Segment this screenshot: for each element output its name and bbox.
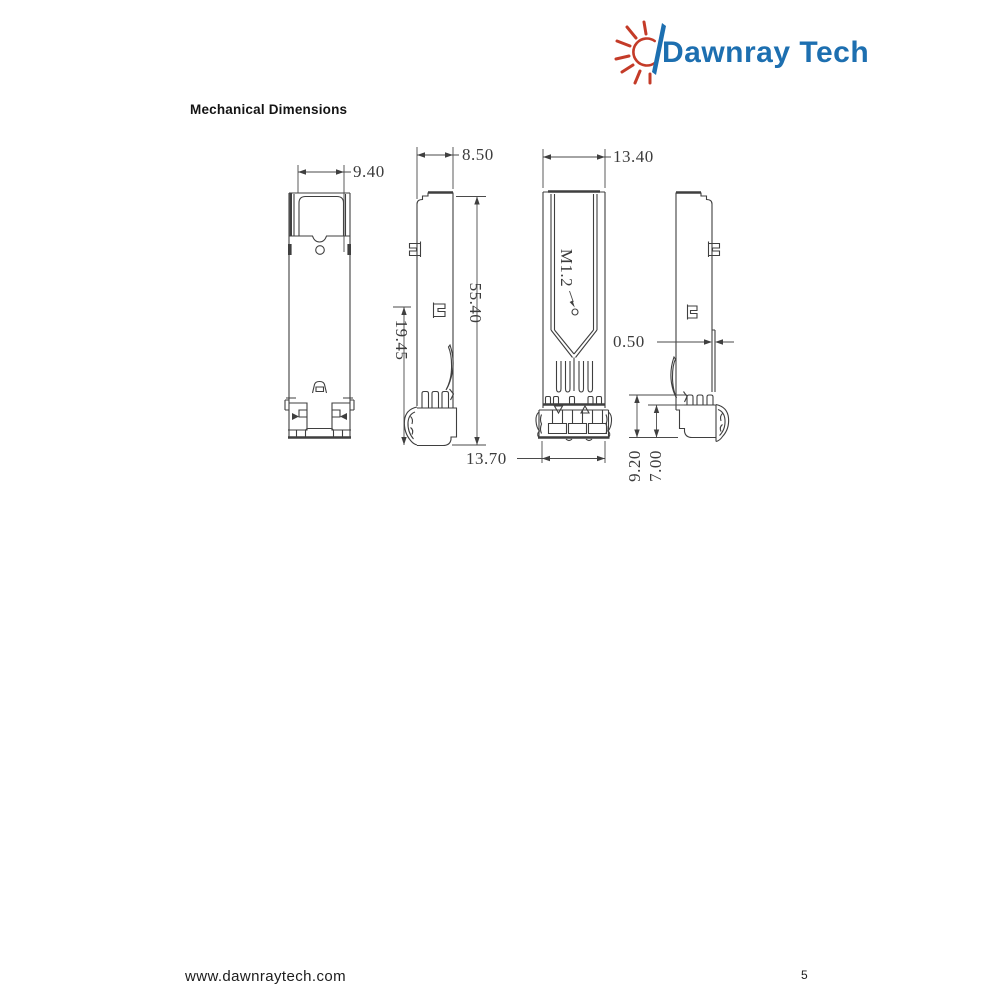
dim-label-top-width: 13.40 <box>613 147 654 166</box>
dim-side-width <box>417 147 459 199</box>
dim-label-front-width: 9.40 <box>353 162 385 181</box>
logo-wordmark: Dawnray Tech <box>662 36 870 69</box>
dim-edge-thickness <box>657 339 734 344</box>
dim-connector-width <box>517 441 605 463</box>
dim-label-side-width: 8.50 <box>462 145 494 164</box>
dim-label-edge-thickness: 0.50 <box>613 332 645 351</box>
side-view-left-linework <box>404 193 457 446</box>
dim-label-connector-height-inner: 7.00 <box>646 450 665 482</box>
dim-label-connector-height-outer: 9.20 <box>625 450 644 482</box>
dim-label-lower-height: 19.45 <box>392 319 411 361</box>
side-view-right-linework <box>671 193 729 442</box>
page-title: Mechanical Dimensions <box>190 102 348 117</box>
dim-top-width <box>543 149 611 188</box>
dim-label-screw-callout: M1.2 <box>557 248 576 288</box>
footer-page-number: 5 <box>801 968 808 982</box>
footer-website: www.dawnraytech.com <box>185 968 346 985</box>
dim-label-connector-width: 13.70 <box>466 449 507 468</box>
top-view-linework <box>536 192 612 441</box>
dim-label-overall-height: 55.40 <box>466 282 485 324</box>
